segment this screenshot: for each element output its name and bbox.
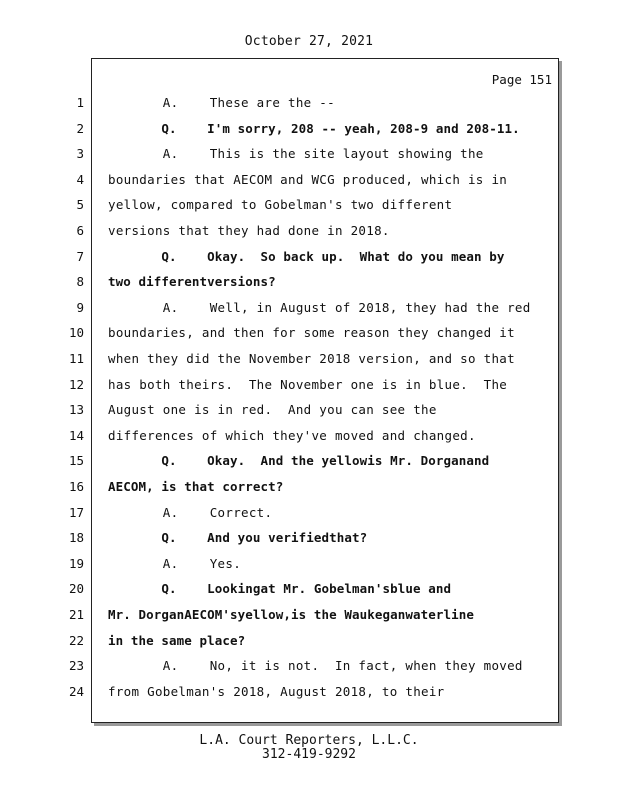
line-number: 21: [68, 607, 84, 622]
line-number: 8: [76, 274, 84, 289]
line-number: 14: [68, 428, 84, 443]
line-text: A. These are the --: [108, 95, 335, 110]
line-number: 11: [68, 351, 84, 366]
line-text: two differentversions?: [108, 274, 276, 289]
line-text: August one is in red. And you can see the: [108, 402, 437, 417]
line-number: 19: [68, 556, 84, 571]
line-number: 3: [76, 146, 84, 161]
line-text: Q. And you verifiedthat?: [108, 530, 368, 545]
line-text: A. Well, in August of 2018, they had the red: [108, 300, 531, 315]
line-number: 6: [76, 223, 84, 238]
line-number: 23: [68, 658, 84, 673]
line-text: A. This is the site layout showing the: [108, 146, 484, 161]
line-text: Q. Lookingat Mr. Gobelman'sblue and: [108, 581, 452, 596]
line-number: 5: [76, 197, 84, 212]
line-text: Q. Okay. So back up. What do you mean by: [108, 249, 505, 264]
line-text: in the same place?: [108, 633, 246, 648]
line-number: 16: [68, 479, 84, 494]
line-number: 2: [76, 121, 84, 136]
line-text: when they did the November 2018 version, and so that: [108, 351, 515, 366]
line-number: 10: [68, 325, 84, 340]
line-text: versions that they had done in 2018.: [108, 223, 390, 238]
line-text: yellow, compared to Gobelman's two different: [108, 197, 453, 212]
line-number: 7: [76, 249, 84, 264]
line-text: AECOM, is that correct?: [108, 479, 284, 494]
line-text: Q. I'm sorry, 208 -- yeah, 208-9 and 208-11.: [108, 121, 520, 136]
line-text: A. Yes.: [108, 556, 242, 571]
line-number: 24: [68, 684, 84, 699]
line-number: 15: [68, 453, 84, 468]
line-number: 22: [68, 633, 84, 648]
line-number: 1: [76, 95, 84, 110]
footer-phone: 312-419-9292: [262, 747, 356, 762]
line-number: 17: [68, 505, 84, 520]
page-number: Page 151: [491, 72, 552, 87]
line-number: 20: [68, 581, 84, 596]
line-number: 13: [68, 402, 84, 417]
line-number: 4: [76, 172, 84, 187]
line-text: differences of which they've moved and changed.: [108, 428, 476, 443]
line-text: Q. Okay. And the yellowis Mr. Dorganand: [108, 453, 490, 468]
line-number: 18: [68, 530, 84, 545]
line-text: boundaries, and then for some reason they changed it: [108, 325, 515, 340]
line-text: A. Correct.: [108, 505, 273, 520]
line-text: A. No, it is not. In fact, when they moved: [108, 658, 523, 673]
line-text: has both theirs. The November one is in blue. The: [108, 377, 508, 392]
footer-company: L.A. Court Reporters, L.L.C.: [199, 733, 419, 748]
line-number: 12: [68, 377, 84, 392]
line-text: boundaries that AECOM and WCG produced, which is in: [108, 172, 508, 187]
line-text: from Gobelman's 2018, August 2018, to their: [108, 684, 445, 699]
transcript-date: October 27, 2021: [244, 34, 374, 49]
line-text: Mr. DorganAECOM'syellow,is the Waukeganwaterline: [108, 607, 475, 622]
line-number: 9: [76, 300, 84, 315]
